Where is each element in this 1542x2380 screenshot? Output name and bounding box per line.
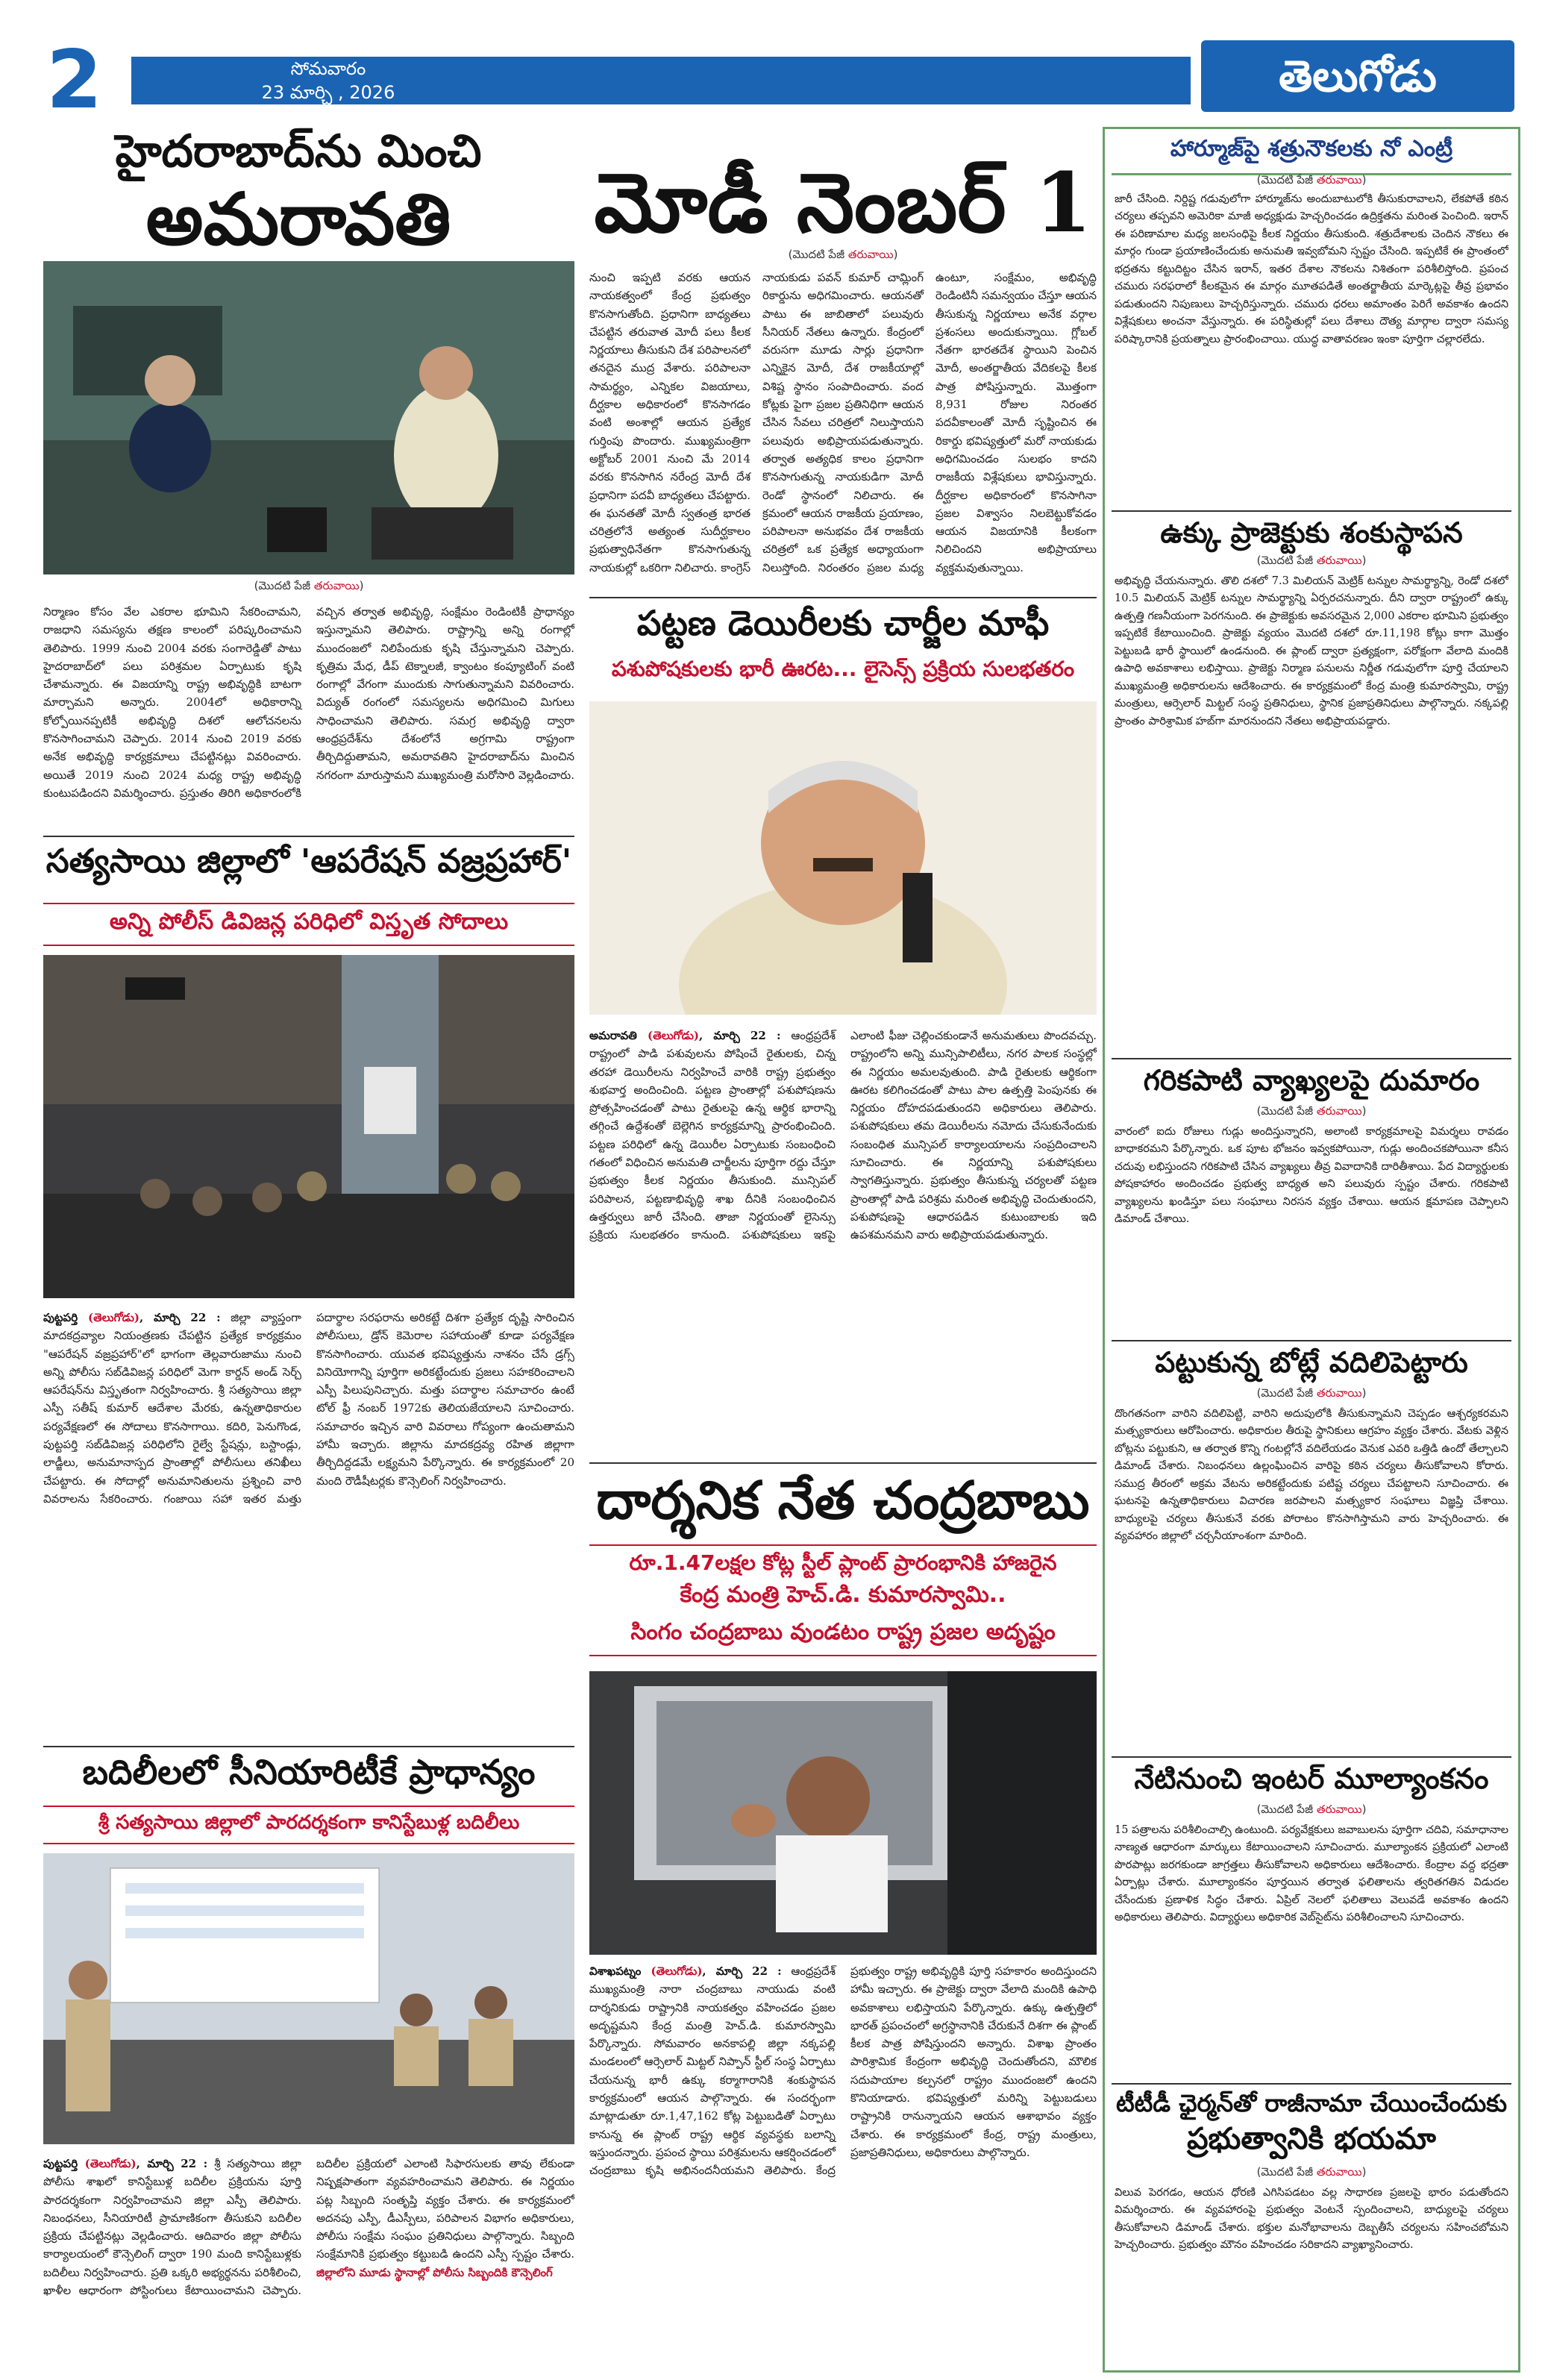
operation-photo <box>43 955 574 1298</box>
transfers-photo-image <box>43 1853 574 2144</box>
amaravati-photo <box>43 261 574 574</box>
modi-credit: (మొదటి పేజీ తరువాయి) <box>788 248 898 261</box>
header-date-block <box>239 57 418 104</box>
inter-headline: నేటినుంచి ఇంటర్ మూల్యాంకనం <box>1112 1756 1511 1803</box>
hormuz-headline: హార్మూజ్‌పై శత్రునౌకలకు నో ఎంట్రీ <box>1112 136 1511 175</box>
transfers-body: పుట్టపర్తి (తెలుగోడు), మార్చి 22 : శ్రీ సత్యసాయి జిల్లా పోలీసు శాఖలో కానిస్టేబుళ్ల బదిలీల ప్రక్రియను పూర్తి పారదర్శకంగా నిర్వహించామని జిల్లా ఎస్పీ తెలిపారు. నిబంధనలు, సీనియారిటీ ప్రామాణికంగా తీసుకుని బదిలీల ప్రక్రియ చేపట్టినట్లు వెల్లడించారు. ఆదివారం జిల్లా పోలీసు కార్యాలయంలో కౌన్సెలింగ్ ద్వారా 190 మంది కానిస్టేబుళ్లకు బదిలీలు నిర్వహించారు. ప్రతి ఒక్కరి అభ్యర్థనను పరిశీలించి, ఖాళీల ఆధారంగా పోస్టింగులు కేటాయించామని చెప్పారు. బదిలీల ప్రక్రియలో ఎలాంటి సిఫారసులకు తావు లేకుండా నిష్పక్షపాతంగా వ్యవహరించామని తెలిపారు. ఈ నిర్ణయం పట్ల సిబ్బంది సంతృప్తి వ్యక్తం చేశారు. ఈ కార్యక్రమంలో అదనపు ఎస్పీ, డీఎస్పీలు, పరిపాలన విభాగం అధికారులు, పోలీసు సంక్షేమ సంఘం ప్రతినిధులు పాల్గొన్నారు. సిబ్బంది సంక్షేమానికి ప్రభుత్వం కట్టుబడి ఉందని ఎస్పీ స్పష్టం చేశారు. జిల్లాలోని మూడు స్థానాల్లో పోలీసు సిబ్బందికి కౌన్సెలింగ్ <box>43 2157 574 2298</box>
operation-headline: సత్యసాయి జిల్లాలో 'ఆపరేషన్ వజ్రప్రహార్' <box>46 842 572 880</box>
amaravati-kicker: హైదరాబాద్‌ను మించి <box>115 125 482 178</box>
transfers-photo <box>43 1853 574 2144</box>
divider-chandrababu <box>589 1462 1097 1464</box>
transfers-subhead: శ్రీ సత్యసాయి జిల్లాలో పారదర్శకంగా కానిస్టేబుళ్ల బదిలీలు <box>43 1806 574 1844</box>
chandrababu-sub1: రూ.1.47లక్షల కోట్ల స్టీల్ ప్లాంట్ ప్రారంభానికి హాజరైన <box>589 1544 1097 1580</box>
steel-headline: ఉక్కు ప్రాజెక్టుకు శంకుస్థాపన <box>1112 510 1511 557</box>
amaravati-credit: (మొదటి పేజీ తరువాయి) <box>254 579 364 592</box>
modi-body: నుంచి ఇప్పటి వరకు ఆయన నాయకత్వంలో కేంద్ర ప్రభుత్వం కొనసాగుతోంది. ప్రధానిగా బాధ్యతలు చేపట్టిన తరువాత మోదీ పలు కీలక నిర్ణయాలు తీసుకుని దేశ పరిపాలనలో తనదైన ముద్ర వేశారు. పరిపాలనా సామర్థ్యం, ఎన్నికల విజయాలు, దీర్ఘకాల అధికారంలో కొనసాగడం వంటి అంశాల్లో ఆయన ప్రత్యేక గుర్తింపు పొందారు. ముఖ్యమంత్రిగా అక్టోబర్ 2001 నుంచి మే 2014 వరకు కొనసాగిన నరేంద్ర మోదీ దేశ ప్రధానిగా పదవీ బాధ్యతలు చేపట్టారు. ఈ ఘనతతో మోదీ స్వతంత్ర భారత చరిత్రలోనే అత్యంత సుదీర్ఘకాలం ప్రభుత్వాధినేతగా కొనసాగుతున్న నాయకుల్లో ఒకరిగా నిలిచారు. కాంగ్రెస్ నాయకుడు పవన్ కుమార్ చామ్లింగ్ రికార్డును అధిగమించారు. ఆయనతో పాటు ఈ జాబితాలో పలువురు సీనియర్ నేతలు ఉన్నారు. కేంద్రంలో వరుసగా మూడు సార్లు ప్రధానిగా ఎన్నికైన మోదీ, దేశ రాజకీయాల్లో విశిష్ట స్థానం సంపాదించారు. వంద కోట్లకు పైగా ప్రజల ప్రతినిధిగా ఆయన చేసిన సేవలు చరిత్రలో నిలుస్తాయని పలువురు అభిప్రాయపడుతున్నారు. తర్వాత అత్యధిక కాలం ప్రధానిగా కొనసాగుతున్న నాయకుడిగా మోదీ రెండో స్థానంలో నిలిచారు. ఈ క్రమంలో ఆయన రాజకీయ ప్రయాణం, పరిపాలనా అనుభవం దేశ రాజకీయ చరిత్రలో ఒక ప్రత్యేక అధ్యాయంగా నిలుస్తోంది. నిరంతరం ప్రజల మధ్య ఉంటూ, సంక్షేమం, అభివృద్ధి రెండింటినీ సమన్వయం చేస్తూ ఆయన తీసుకున్న నిర్ణయాలు అనేక వర్గాల ప్రశంసలు అందుకున్నాయి. గ్లోబల్ నేతగా భారతదేశ స్థాయిని పెంచిన మోదీ, అంతర్జాతీయ వేదికలపై కీలక పాత్ర పోషిస్తున్నారు. మొత్తంగా 8,931 రోజుల నిరంతర పదవీకాలంతో మోదీ సృష్టించిన ఈ రికార్డు భవిష్యత్తులో మరో నాయకుడు అధిగమించడం సులభం కాదని రాజకీయ విశ్లేషకులు భావిస్తున్నారు. దీర్ఘకాల అధికారంలో కొనసాగినా ప్రజల విశ్వాసం నిలబెట్టుకోవడం ఆయన విజయానికి కీలకంగా నిలిచిందని అభిప్రాయాలు వ్యక్తమవుతున్నాయి. <box>589 271 1097 574</box>
dairy-subhead: పశుపోషకులకు భారీ ఊరట... లైసెన్స్ ప్రక్రియ సులభతరం <box>611 657 1075 681</box>
divider-transfers <box>43 1746 574 1747</box>
chandrababu-sub3: సింగం చంద్రబాబు వుండటం రాష్ట్ర ప్రజల అదృష్టం <box>589 1619 1097 1656</box>
garikapati-headline: గరికపాటి వ్యాఖ్యలపై దుమారం <box>1112 1058 1511 1104</box>
transfers-red-note: జిల్లాలోని మూడు స్థానాల్లో పోలీసు సిబ్బందికి కౌన్సెలింగ్ <box>316 2265 553 2279</box>
chandrababu-dateline: విశాఖపట్నం (తెలుగోడు), మార్చి 22 : <box>589 1964 782 1978</box>
amaravati-headline: అమరావతి <box>145 177 451 261</box>
page-number: 2 <box>46 34 103 127</box>
dairy-photo-image <box>589 701 1097 1015</box>
operation-subhead: అన్ని పోలీస్ డివిజన్ల పరిధిలో విస్తృత సోదాలు <box>43 903 574 946</box>
ttd-body: విలువ పెరగడం, ఆయన ధోరణి ఎగిసిపడటం వల్ల సాధారణ ప్రజలపై భారం పడుతోందని విమర్శించారు. ఈ వ్యవహారంపై ప్రభుత్వం వెంటనే స్పందించాలని, బాధ్యులపై చర్యలు తీసుకోవాలని డిమాండ్ చేశారు. భక్తుల మనోభావాలను దెబ్బతీసే చర్యలను సహించబోమని హెచ్చరించారు. ప్రభుత్వం మౌనం వహించడం సరికాదని వ్యాఖ్యానించారు. <box>1115 2187 1508 2252</box>
dairy-photo <box>589 701 1097 1015</box>
transfers-headline: బదిలీలలో సీనియారిటీకే ప్రాధాన్యం <box>82 1752 536 1792</box>
header-day: సోమవారం <box>290 58 366 79</box>
steel-body: అభివృద్ధి చేయనున్నారు. తొలి దశలో 7.3 మిలియన్ మెట్రిక్ టన్నుల సామర్థ్యాన్ని, రెండో దశలో 10.5 మిలియన్ మెట్రిక్ టన్నుల సామర్థ్యాన్ని ఏర్పరచనున్నారు. దీని ద్వారా రాష్ట్రంలో ఉక్కు ఉత్పత్తి గణనీయంగా పెరగనుంది. ఈ ప్రాజెక్టుకు అవసరమైన 2,000 ఎకరాల భూమిని ప్రభుత్వం ఇప్పటికే కేటాయించింది. ప్రాజెక్టు వ్యయం మొదటి దశలో రూ.11,198 కోట్లు కాగా మొత్తం పెట్టుబడి భారీ స్థాయిలో ఉండనుంది. ఈ ప్లాంట్ ద్వారా ప్రత్యక్షంగా, పరోక్షంగా వేలాది మందికి ఉపాధి అవకాశాలు లభిస్తాయి. ప్రాజెక్టు నిర్మాణ పనులను నిర్ణీత గడువులోగా పూర్తి చేయాలని ముఖ్యమంత్రి అధికారులను ఆదేశించారు. ఈ కార్యక్రమంలో కేంద్ర మంత్రి కుమారస్వామి, రాష్ట్ర మంత్రులు, ఆర్సెలార్ మిట్టల్ సంస్థ ప్రతినిధులు, స్థానిక ప్రజాప్రతినిధులు పాల్గొన్నారు. నక్కపల్లి ప్రాంతం పారిశ్రామిక హబ్‌గా మారనుందని నేతలు అభిప్రాయపడ్డారు. <box>1115 575 1508 727</box>
divider-operation <box>43 836 574 837</box>
bottle-body: దొంగతనంగా వారిని వదిలిపెట్టి, వారిని అదుపులోకి తీసుకున్నామని చెప్పడం ఆశ్చర్యకరమని మత్స్యకారులు ఆరోపించారు. అధికారుల తీరుపై స్థానికులు ఆగ్రహం వ్యక్తం చేశారు. వేటకు వెళ్లిన బోట్లను పట్టుకుని, ఆ తర్వాత కొన్ని గంటల్లోనే వదిలేయడం వెనుక ఎవరి ఒత్తిడి ఉందో తేల్చాలని డిమాండ్ చేశారు. నిబంధనలు ఉల్లంఘించిన వారిపై కఠిన చర్యలు తీసుకోవాలని కోరారు. సముద్ర తీరంలో అక్రమ వేటను అరికట్టేందుకు పటిష్ట చర్యలు చేపట్టాలని సూచించారు. ఈ ఘటనపై ఉన్నతాధికారులు విచారణ జరపాలని మత్స్యకార సంఘాలు విజ్ఞప్తి చేశాయి. బాధ్యులపై చర్యలు తీసుకునే వరకు పోరాటం కొనసాగిస్తామని వారు హెచ్చరించారు. ఈ వ్యవహారం జిల్లాలో చర్చనీయాంశంగా మారింది. <box>1115 1408 1508 1543</box>
chandrababu-headline: దార్శనిక నేత చంద్రబాబు <box>596 1469 1090 1531</box>
ttd-credit: (మొదటి పేజీ తరువాయి) <box>1256 2165 1367 2179</box>
ttd-headline-2: ప్రభుత్వానికి భయమా <box>1187 2122 1436 2156</box>
amaravati-body: నిర్మాణం కోసం వేల ఎకరాల భూమిని సేకరించామని, రాజధాని సమస్యను తక్షణ కాలంలో పరిష్కరించామని తెలిపారు. 1999 నుంచి 2004 వరకు సంగారెడ్డితో పాటు హైదరాబాద్‌లో పలు పరిశ్రమల ఏర్పాటుకు కృషి చేశామన్నారు. ఈ విజయాన్ని రాష్ట్ర అభివృద్ధికి బాటగా మార్చామని అన్నారు. 2004లో అధికారాన్ని కోల్పోయినప్పటికీ అభివృద్ధి దిశలో ఆలోచనలను కొనసాగించామని చెప్పారు. 2014 నుంచి 2019 వరకు అనేక అభివృద్ధి కార్యక్రమాలు చేపట్టినట్లు వివరించారు. అయితే 2019 నుంచి 2024 మధ్య రాష్ట్ర అభివృద్ధి కుంటుపడిందని విమర్శించారు. ప్రస్తుతం తిరిగి అధికారంలోకి వచ్చిన తర్వాత అభివృద్ధి, సంక్షేమం రెండింటికీ ప్రాధాన్యం ఇస్తున్నామని తెలిపారు. రాష్ట్రాన్ని అన్ని రంగాల్లో ముందంజలో నిలిపేందుకు కృషి చేస్తున్నామని చెప్పారు. కృత్రిమ మేధ, డీప్ టెక్నాలజీ, క్వాంటం కంప్యూటింగ్ వంటి రంగాల్లో వేగంగా ముందుకు సాగుతున్నామని వివరించారు. విద్యుత్ రంగంలో సమస్యలను అధిగమించి మిగులు సాధించామని తెలిపారు. సమగ్ర అభివృద్ధి ద్వారా ఆంధ్రప్రదేశ్‌ను దేశంలోనే అగ్రగామి రాష్ట్రంగా తీర్చిదిద్దుతామని, అమరావతిని హైదరాబాద్‌ను మించిన నగరంగా మారుస్తామని ముఖ్యమంత్రి మరోసారి వెల్లడించారు. <box>43 605 574 800</box>
newspaper-logo: తెలుగోడు <box>1201 40 1514 112</box>
amaravati-photo-image <box>43 261 574 574</box>
chandrababu-photo <box>589 1671 1097 1955</box>
dairy-body: అమరావతి (తెలుగోడు), మార్చి 22 : ఆంధ్రప్రదేశ్ రాష్ట్రంలో పాడి పశువులను పోషించే రైతులకు, చిన్న తరహా డెయిరీలను నిర్వహించే వారికి రాష్ట్ర ప్రభుత్వం శుభవార్త అందించింది. పట్టణ ప్రాంతాల్లో పశుపోషణను ప్రోత్సహించడంతో పాటు రైతులపై ఉన్న ఆర్థిక భారాన్ని తగ్గించే ఉద్దేశంతో బెల్లెగిన కార్యక్రమాన్ని ప్రారంభించింది. పట్టణ పరిధిలో ఉన్న డెయిరీల ఏర్పాటుకు సంబంధించి గతంలో విధించిన అనుమతి చార్జీలను పూర్తిగా రద్దు చేస్తూ ప్రభుత్వం కీలక నిర్ణయం తీసుకుంది. మున్సిపల్ పరిపాలన, పట్టణాభివృద్ధి శాఖ దీనికి సంబంధించిన ఉత్తర్వులు జారీ చేసింది. తాజా నిర్ణయంతో లైసెన్సు ప్రక్రియ సులభతరం కానుంది. పశుపోషకులు ఇకపై ఎలాంటి ఫీజు చెల్లించకుండానే అనుమతులు పొందవచ్చు. రాష్ట్రంలోని అన్ని మున్సిపాలిటీలు, నగర పాలక సంస్థల్లో ఈ నిర్ణయం అమలవుతుంది. పాడి రైతులకు ఆర్థికంగా ఊరట కలిగించడంతో పాటు పాల ఉత్పత్తి పెంపునకు ఈ నిర్ణయం దోహదపడుతుందని అధికారులు తెలిపారు. పశుపోషకులు తమ డెయిరీలను నమోదు చేసుకునేందుకు సంబంధిత మున్సిపల్ కార్యాలయాలను సంప్రదించాలని సూచించారు. ఈ నిర్ణయాన్ని పశుపోషకులు స్వాగతిస్తున్నారు. ప్రభుత్వం తీసుకున్న చర్యలతో పట్టణ ప్రాంతాల్లో పాడి పరిశ్రమ మరింత అభివృద్ధి చెందుతుందని, పశుపోషణపై ఆధారపడిన కుటుంబాలకు ఇది ఉపశమనమని వారు అభిప్రాయపడుతున్నారు. <box>589 1029 1097 1242</box>
ttd-headline-1: టీటీడీ ఛైర్మన్‌తో రాజీనామా చేయించేందుకు <box>1112 2083 1511 2123</box>
modi-headline: మోడీ నెంబర్ 1 <box>594 154 1092 251</box>
dairy-headline: పట్టణ డెయిరీలకు చార్జీల మాఫీ <box>636 603 1050 643</box>
bottle-credit: (మొదటి పేజీ తరువాయి) <box>1256 1386 1367 1400</box>
bottle-headline: పట్టుకున్న బోట్లే వదిలిపెట్టారు <box>1112 1340 1511 1386</box>
garikapati-credit: (మొదటి పేజీ తరువాయి) <box>1256 1104 1367 1118</box>
chandrababu-sub2: కేంద్ర మంత్రి హెచ్.డి. కుమారస్వామి.. <box>680 1582 1006 1608</box>
chandrababu-body: విశాఖపట్నం (తెలుగోడు), మార్చి 22 : ఆంధ్రప్రదేశ్ ముఖ్యమంత్రి నారా చంద్రబాబు నాయుడు వంటి దార్శనికుడు రాష్ట్రానికి నాయకత్వం వహించడం ప్రజల అదృష్టమని కేంద్ర మంత్రి హెచ్.డి. కుమారస్వామి పేర్కొన్నారు. సోమవారం అనకాపల్లి జిల్లా నక్కపల్లి మండలంలో ఆర్సెలార్ మిట్టల్ నిప్పాన్ స్టీల్ సంస్థ ఏర్పాటు చేయనున్న భారీ ఉక్కు కర్మాగారానికి శంకుస్థాపన కార్యక్రమంలో ఆయన పాల్గొన్నారు. ఈ సందర్భంగా మాట్లాడుతూ రూ.1,47,162 కోట్ల పెట్టుబడితో ఏర్పాటు కానున్న ఈ ప్లాంట్ రాష్ట్ర ఆర్థిక వ్యవస్థకు బలాన్ని ఇస్తుందన్నారు. ప్రపంచ స్థాయి పరిశ్రమలను ఆకర్షించడంలో చంద్రబాబు కృషి అభినందనీయమని తెలిపారు. కేంద్ర ప్రభుత్వం రాష్ట్ర అభివృద్ధికి పూర్తి సహకారం అందిస్తుందని హామీ ఇచ్చారు. ఈ ప్రాజెక్టు ద్వారా వేలాది మందికి ఉపాధి అవకాశాలు లభిస్తాయని పేర్కొన్నారు. ఉక్కు ఉత్పత్తిలో భారత్ ప్రపంచంలో అగ్రస్థానానికి చేరుకునే దిశగా ఈ ప్లాంట్ కీలక పాత్ర పోషిస్తుందని అన్నారు. విశాఖ ప్రాంతం పారిశ్రామిక కేంద్రంగా అభివృద్ధి చెందుతోందని, మౌలిక సదుపాయాల కల్పనలో రాష్ట్రం ముందంజలో ఉందని కొనియాడారు. భవిష్యత్తులో మరిన్ని పెట్టుబడులు రాష్ట్రానికి రానున్నాయని ఆయన ఆశాభావం వ్యక్తం చేశారు. ఈ కార్యక్రమంలో కేంద్ర, రాష్ట్ర మంత్రులు, ప్రజాప్రతినిధులు, అధికారులు పాల్గొన్నారు. <box>589 1964 1097 2178</box>
transfers-dateline: పుట్టపర్తి (తెలుగోడు), మార్చి 22 : <box>43 2157 208 2170</box>
divider-dairy <box>589 597 1097 598</box>
inter-credit: (మొదటి పేజీ తరువాయి) <box>1256 1803 1367 1816</box>
operation-body: పుట్టపర్తి (తెలుగోడు), మార్చి 22 : జిల్లా వ్యాప్తంగా మాదకద్రవ్యాల నియంత్రణకు చేపట్టిన ప్రత్యేక కార్యక్రమం "ఆపరేషన్ వజ్రప్రహార్"లో భాగంగా తెల్లవారుజాము నుంచి అన్ని పోలీసు సబ్‌డివిజన్ల పరిధిలో మెగా కార్డన్ అండ్ సెర్చ్ ఆపరేషన్‌ను విస్తృతంగా నిర్వహించారు. శ్రీ సత్యసాయి జిల్లా ఎస్పీ సతీష్ కుమార్ ఆదేశాల మేరకు, ఉన్నతాధికారుల పర్యవేక్షణలో ఈ సోదాలు కొనసాగాయి. కదిరి, పెనుగొండ, పుట్టపర్తి సబ్‌డివిజన్ల పరిధిలోని రైల్వే స్టేషన్లు, బస్టాండ్లు, లాడ్జీలు, అనుమానాస్పద ప్రాంతాల్లో పోలీసులు తనిఖీలు చేపట్టారు. ఈ సోదాల్లో అనుమానితులను ప్రశ్నించి వారి వివరాలను సేకరించారు. గంజాయి సహా ఇతర మత్తు పదార్థాల సరఫరాను అరికట్టే దిశగా ప్రత్యేక దృష్టి సారించిన పోలీసులు, డ్రోన్ కెమెరాల సహాయంతో కూడా పర్యవేక్షణ కొనసాగించారు. యువత భవిష్యత్తును నాశనం చేసే డ్రగ్స్ వినియోగాన్ని పూర్తిగా అరికట్టేందుకు ప్రజలు సహకరించాలని ఎస్పీ పిలుపునిచ్చారు. మత్తు పదార్థాల సమాచారం ఉంటే టోల్ ఫ్రీ నంబర్ 1972కు తెలియజేయాలని సూచించారు. సమాచారం ఇచ్చిన వారి వివరాలు గోప్యంగా ఉంచుతామని హామీ ఇచ్చారు. జిల్లాను మాదకద్రవ్య రహిత జిల్లాగా తీర్చిదిద్దడమే లక్ష్యమని పేర్కొన్నారు. ఈ కార్యక్రమంలో 20 మంది రౌడీషీటర్లకు కౌన్సెలింగ్ నిర్వహించారు. <box>43 1311 574 1506</box>
steel-credit: (మొదటి పేజీ తరువాయి) <box>1256 554 1367 567</box>
inter-body: 15 పత్రాలను పరిశీలించాల్సి ఉంటుంది. పర్యవేక్షకులు జవాబులను పూర్తిగా చదివి, సమాధానాల నాణ్యత ఆధారంగా మార్కులు కేటాయించాలని సూచించారు. మూల్యాంకన ప్రక్రియలో ఎలాంటి పొరపాట్లు జరగకుండా జాగ్రత్తలు తీసుకోవాలని అధికారులు ఆదేశించారు. కేంద్రాల వద్ద భద్రతా ఏర్పాట్లు చేశారు. మూల్యాంకనం పూర్తయిన తర్వాత ఫలితాలను త్వరితగతిన విడుదల చేసేందుకు ప్రణాళిక సిద్ధం చేశారు. ఏప్రిల్ నెలలో ఫలితాలు వెలువడే అవకాశం ఉందని అధికారులు తెలిపారు. విద్యార్థులు అధికారిక వెబ్‌సైట్‌ను పరిశీలించాలని సూచించారు. <box>1115 1824 1508 1924</box>
operation-photo-image <box>43 955 574 1298</box>
hormuz-body: జారీ చేసింది. నిర్దిష్ట గడువులోగా హార్మూజ్‌ను అందుబాటులోకి తీసుకురావాలని, లేకపోతే కఠిన చర్యలు తప్పవని అమెరికా మాజీ అధ్యక్షుడు హెచ్చరించడం ఉద్రిక్తతను మరింత పెంచింది. ఇరాన్ ఈ పరిణామాల మధ్య జలసంధిపై కీలక నిర్ణయం తీసుకుంది. శత్రుదేశాలకు చెందిన నౌకలు ఈ మార్గం గుండా ప్రయాణించేందుకు అనుమతి ఇవ్వబోమని స్పష్టం చేసింది. ఇప్పటికే ఈ ప్రాంతంలో భద్రతను కట్టుదిట్టం చేసిన ఇరాన్, ఇతర దేశాల నౌకలను నిశితంగా పరిశీలిస్తోంది. ప్రపంచ చమురు సరఫరాలో కీలకమైన ఈ మార్గం మూతపడితే అంతర్జాతీయ మార్కెట్లపై తీవ్ర ప్రభావం పడుతుందని నిపుణులు హెచ్చరిస్తున్నారు. చమురు ధరలు అమాంతం పెరిగే అవకాశం ఉందని విశ్లేషకులు అంచనా వేస్తున్నారు. ఈ పరిస్థితుల్లో పలు దేశాలు దౌత్య మార్గాల ద్వారా సమస్య పరిష్కారానికి ప్రయత్నాలు ప్రారంభించాయి. యుద్ధ వాతావరణం ఇంకా పూర్తిగా చల్లారలేదు. <box>1115 193 1508 345</box>
garikapati-body: వారంలో ఐదు రోజులు గుడ్లు అందిస్తున్నారని, అలాంటి కార్యక్రమాలపై విమర్శలు రావడం బాధాకరమని పేర్కొన్నారు. ఒక పూట భోజనం ఇవ్వకపోయినా, గుడ్లు అందించకపోయినా కనీస చదువు లభిస్తుందని గరికపాటి చేసిన వ్యాఖ్యలు తీవ్ర వివాదానికి దారితీశాయి. పేద విద్యార్థులకు పోషకాహారం అందించడం ప్రభుత్వ బాధ్యత అని పలువురు స్పష్టం చేశారు. గరికపాటి వ్యాఖ్యలను ఖండిస్తూ పలు సంఘాలు నిరసన వ్యక్తం చేశాయి. ఆయన క్షమాపణ చెప్పాలని డిమాండ్ చేశాయి. <box>1115 1126 1508 1226</box>
chandrababu-photo-image <box>589 1671 1097 1955</box>
operation-dateline: పుట్టపర్తి (తెలుగోడు), మార్చి 22 : <box>43 1311 221 1324</box>
dairy-dateline: అమరావతి (తెలుగోడు), మార్చి 22 : <box>589 1029 781 1042</box>
hormuz-credit: (మొదటి పేజీ తరువాయి) <box>1256 173 1367 187</box>
header-date: 23 మార్చి , 2026 <box>261 82 395 103</box>
